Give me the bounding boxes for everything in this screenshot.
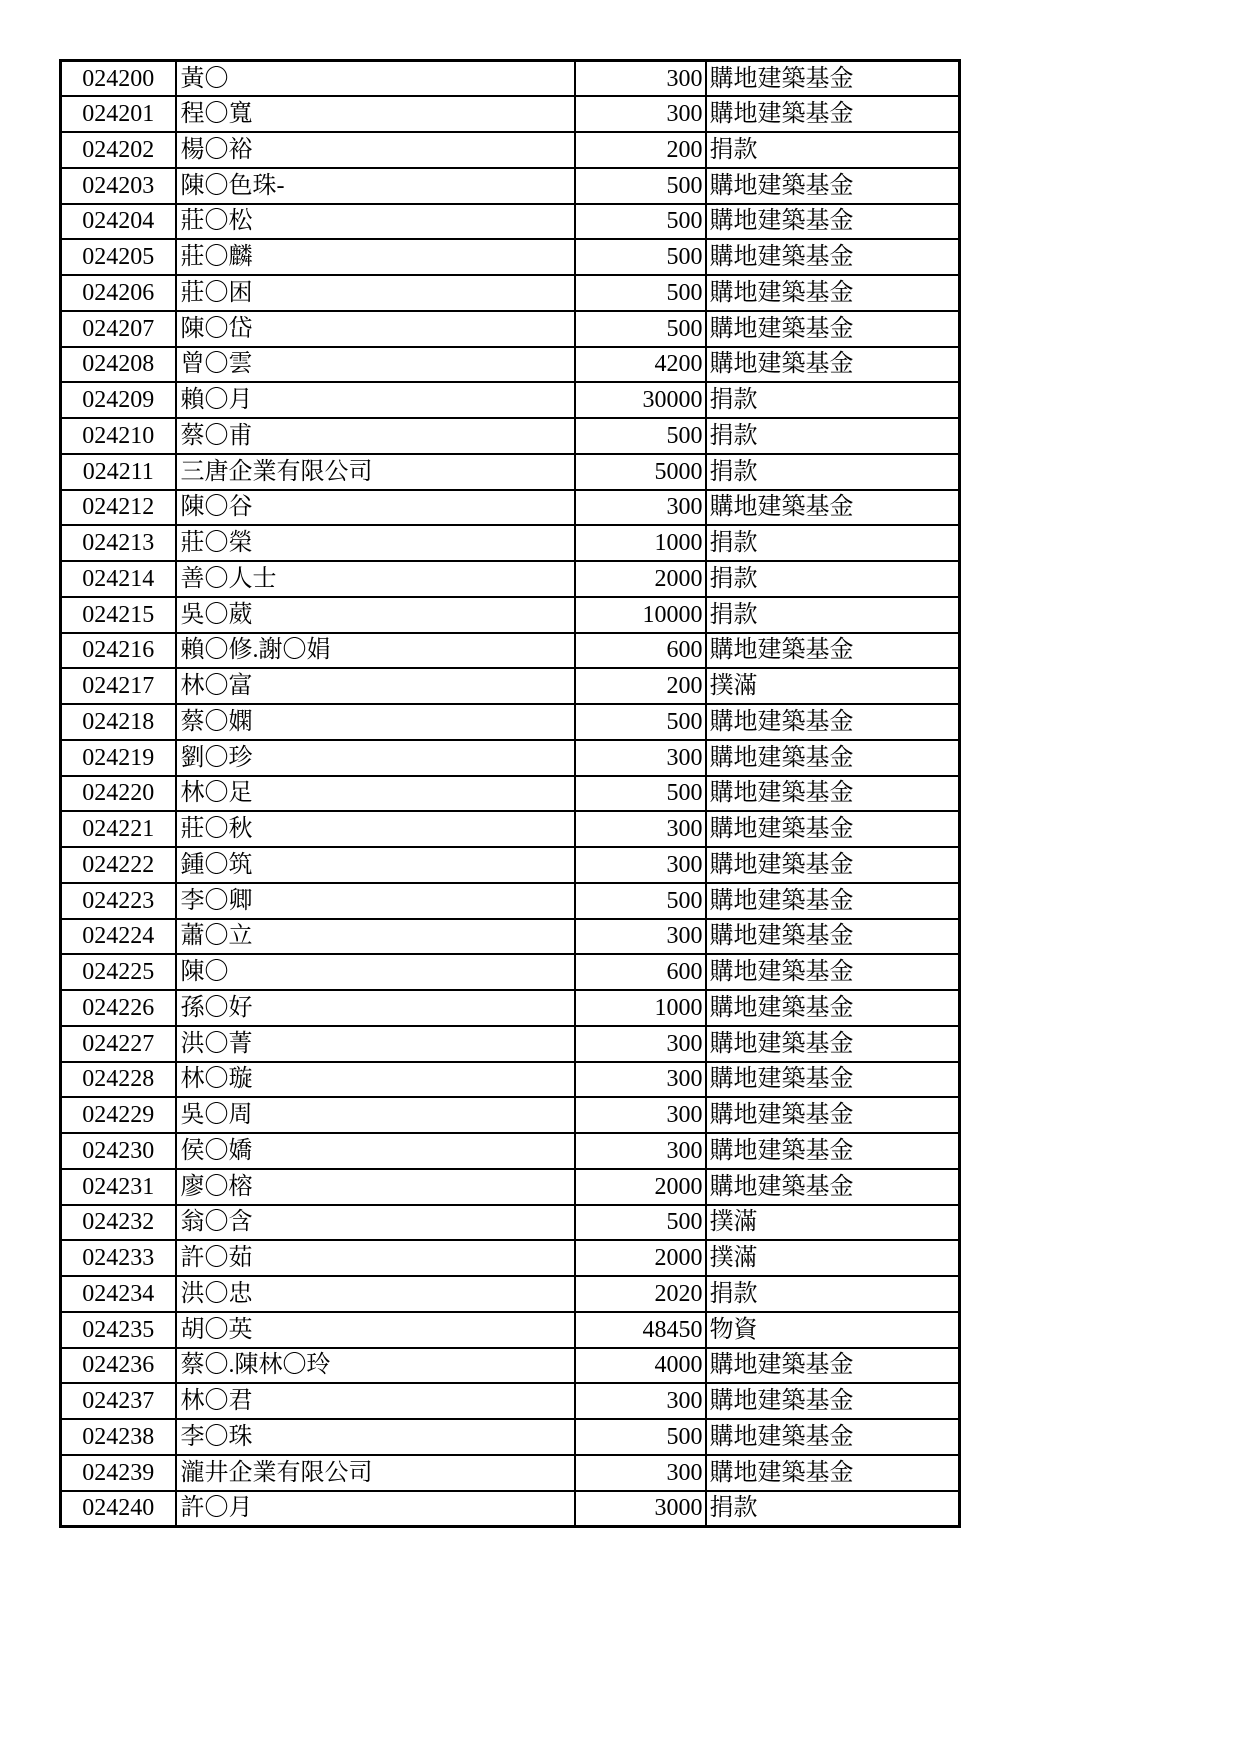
table-row bbox=[61, 168, 960, 204]
receipt-number-cell: 024225 bbox=[61, 954, 176, 990]
amount-cell: 500 bbox=[575, 275, 706, 311]
donor-name-cell: 瀧井企業有限公司 bbox=[176, 1455, 575, 1491]
donation-type-cell: 購地建築基金 bbox=[706, 311, 960, 347]
donor-name-cell: 陳〇岱 bbox=[176, 311, 575, 347]
amount-cell: 600 bbox=[575, 954, 706, 990]
receipt-number-cell: 024214 bbox=[61, 561, 176, 597]
receipt-number-cell: 024240 bbox=[61, 1491, 176, 1527]
table-row bbox=[61, 1062, 960, 1098]
amount-cell: 500 bbox=[575, 704, 706, 740]
table-row bbox=[61, 1491, 960, 1527]
amount-cell: 300 bbox=[575, 1383, 706, 1419]
donation-type-cell: 購地建築基金 bbox=[706, 1455, 960, 1491]
receipt-number-cell: 024206 bbox=[61, 275, 176, 311]
donation-type-cell: 捐款 bbox=[706, 132, 960, 168]
amount-cell: 5000 bbox=[575, 454, 706, 490]
table-row bbox=[61, 990, 960, 1026]
donation-type-cell: 購地建築基金 bbox=[706, 704, 960, 740]
table-row bbox=[61, 1097, 960, 1133]
donor-name-cell: 蔡〇.陳林〇玲 bbox=[176, 1348, 575, 1384]
table-row bbox=[61, 204, 960, 240]
amount-cell: 300 bbox=[575, 740, 706, 776]
receipt-number-cell: 024213 bbox=[61, 525, 176, 561]
table-row bbox=[61, 740, 960, 776]
table-body bbox=[61, 61, 960, 1527]
receipt-number-cell: 024234 bbox=[61, 1276, 176, 1312]
amount-cell: 500 bbox=[575, 1205, 706, 1241]
table-row bbox=[61, 382, 960, 418]
amount-cell: 2020 bbox=[575, 1276, 706, 1312]
donation-type-cell: 捐款 bbox=[706, 454, 960, 490]
donor-name-cell: 蔡〇嫻 bbox=[176, 704, 575, 740]
donation-type-cell: 購地建築基金 bbox=[706, 168, 960, 204]
donation-type-cell: 購地建築基金 bbox=[706, 1348, 960, 1384]
amount-cell: 4000 bbox=[575, 1348, 706, 1384]
donor-name-cell: 莊〇困 bbox=[176, 275, 575, 311]
table-row bbox=[61, 668, 960, 704]
donation-type-cell: 購地建築基金 bbox=[706, 990, 960, 1026]
donor-name-cell: 侯〇嬌 bbox=[176, 1133, 575, 1169]
donation-type-cell: 購地建築基金 bbox=[706, 1133, 960, 1169]
table-row bbox=[61, 1276, 960, 1312]
donation-type-cell: 購地建築基金 bbox=[706, 96, 960, 132]
donation-type-cell: 購地建築基金 bbox=[706, 883, 960, 919]
receipt-number-cell: 024202 bbox=[61, 132, 176, 168]
receipt-number-cell: 024221 bbox=[61, 811, 176, 847]
table-row bbox=[61, 525, 960, 561]
donor-name-cell: 林〇富 bbox=[176, 668, 575, 704]
donation-type-cell: 購地建築基金 bbox=[706, 347, 960, 383]
table-row bbox=[61, 1026, 960, 1062]
donation-type-cell: 購地建築基金 bbox=[706, 811, 960, 847]
receipt-number-cell: 024226 bbox=[61, 990, 176, 1026]
table-row bbox=[61, 239, 960, 275]
table-row bbox=[61, 883, 960, 919]
receipt-number-cell: 024218 bbox=[61, 704, 176, 740]
donor-name-cell: 莊〇松 bbox=[176, 204, 575, 240]
donor-name-cell: 莊〇秋 bbox=[176, 811, 575, 847]
donation-type-cell: 捐款 bbox=[706, 418, 960, 454]
donor-name-cell: 洪〇菁 bbox=[176, 1026, 575, 1062]
receipt-number-cell: 024201 bbox=[61, 96, 176, 132]
amount-cell: 500 bbox=[575, 311, 706, 347]
amount-cell: 300 bbox=[575, 1026, 706, 1062]
receipt-number-cell: 024230 bbox=[61, 1133, 176, 1169]
amount-cell: 2000 bbox=[575, 561, 706, 597]
amount-cell: 30000 bbox=[575, 382, 706, 418]
table-row bbox=[61, 454, 960, 490]
donor-name-cell: 蔡〇甫 bbox=[176, 418, 575, 454]
receipt-number-cell: 024238 bbox=[61, 1419, 176, 1455]
table-row bbox=[61, 1240, 960, 1276]
receipt-number-cell: 024222 bbox=[61, 847, 176, 883]
amount-cell: 1000 bbox=[575, 990, 706, 1026]
donor-name-cell: 陳〇色珠- bbox=[176, 168, 575, 204]
amount-cell: 300 bbox=[575, 490, 706, 526]
receipt-number-cell: 024204 bbox=[61, 204, 176, 240]
donation-type-cell: 購地建築基金 bbox=[706, 61, 960, 97]
donor-name-cell: 黃〇 bbox=[176, 61, 575, 97]
receipt-number-cell: 024235 bbox=[61, 1312, 176, 1348]
donor-name-cell: 翁〇含 bbox=[176, 1205, 575, 1241]
receipt-number-cell: 024239 bbox=[61, 1455, 176, 1491]
table-row bbox=[61, 61, 960, 97]
table-row bbox=[61, 311, 960, 347]
receipt-number-cell: 024215 bbox=[61, 597, 176, 633]
donation-type-cell: 撲滿 bbox=[706, 1205, 960, 1241]
donation-type-cell: 購地建築基金 bbox=[706, 275, 960, 311]
donation-type-cell: 購地建築基金 bbox=[706, 740, 960, 776]
amount-cell: 500 bbox=[575, 883, 706, 919]
donor-name-cell: 莊〇麟 bbox=[176, 239, 575, 275]
amount-cell: 2000 bbox=[575, 1240, 706, 1276]
receipt-number-cell: 024216 bbox=[61, 633, 176, 669]
donor-name-cell: 劉〇珍 bbox=[176, 740, 575, 776]
donation-type-cell: 購地建築基金 bbox=[706, 1383, 960, 1419]
amount-cell: 200 bbox=[575, 132, 706, 168]
donor-name-cell: 洪〇忠 bbox=[176, 1276, 575, 1312]
amount-cell: 500 bbox=[575, 418, 706, 454]
receipt-number-cell: 024220 bbox=[61, 776, 176, 812]
amount-cell: 300 bbox=[575, 919, 706, 955]
receipt-number-cell: 024211 bbox=[61, 454, 176, 490]
table-row bbox=[61, 919, 960, 955]
table-row bbox=[61, 847, 960, 883]
table-row bbox=[61, 275, 960, 311]
donation-type-cell: 購地建築基金 bbox=[706, 1169, 960, 1205]
donation-type-cell: 購地建築基金 bbox=[706, 1062, 960, 1098]
donor-name-cell: 李〇珠 bbox=[176, 1419, 575, 1455]
table-row bbox=[61, 561, 960, 597]
donation-type-cell: 購地建築基金 bbox=[706, 776, 960, 812]
receipt-number-cell: 024236 bbox=[61, 1348, 176, 1384]
donor-name-cell: 莊〇榮 bbox=[176, 525, 575, 561]
donor-name-cell: 林〇璇 bbox=[176, 1062, 575, 1098]
donor-name-cell: 鍾〇筑 bbox=[176, 847, 575, 883]
table-row bbox=[61, 490, 960, 526]
donation-table bbox=[59, 59, 961, 1528]
amount-cell: 300 bbox=[575, 1455, 706, 1491]
receipt-number-cell: 024224 bbox=[61, 919, 176, 955]
donation-type-cell: 購地建築基金 bbox=[706, 954, 960, 990]
amount-cell: 4200 bbox=[575, 347, 706, 383]
amount-cell: 600 bbox=[575, 633, 706, 669]
receipt-number-cell: 024212 bbox=[61, 490, 176, 526]
donor-name-cell: 善〇人士 bbox=[176, 561, 575, 597]
donor-name-cell: 林〇君 bbox=[176, 1383, 575, 1419]
table-row bbox=[61, 1348, 960, 1384]
donation-type-cell: 購地建築基金 bbox=[706, 1097, 960, 1133]
donor-name-cell: 李〇卿 bbox=[176, 883, 575, 919]
donor-name-cell: 楊〇裕 bbox=[176, 132, 575, 168]
receipt-number-cell: 024207 bbox=[61, 311, 176, 347]
amount-cell: 300 bbox=[575, 96, 706, 132]
amount-cell: 300 bbox=[575, 1062, 706, 1098]
donation-type-cell: 撲滿 bbox=[706, 1240, 960, 1276]
table-row bbox=[61, 811, 960, 847]
amount-cell: 500 bbox=[575, 168, 706, 204]
table-row bbox=[61, 1169, 960, 1205]
donation-type-cell: 購地建築基金 bbox=[706, 1419, 960, 1455]
donation-type-cell: 購地建築基金 bbox=[706, 919, 960, 955]
receipt-number-cell: 024229 bbox=[61, 1097, 176, 1133]
table-row bbox=[61, 347, 960, 383]
donation-type-cell: 購地建築基金 bbox=[706, 847, 960, 883]
amount-cell: 500 bbox=[575, 239, 706, 275]
donation-type-cell: 購地建築基金 bbox=[706, 633, 960, 669]
donor-name-cell: 曾〇雲 bbox=[176, 347, 575, 383]
receipt-number-cell: 024227 bbox=[61, 1026, 176, 1062]
amount-cell: 300 bbox=[575, 811, 706, 847]
donation-type-cell: 購地建築基金 bbox=[706, 204, 960, 240]
receipt-number-cell: 024231 bbox=[61, 1169, 176, 1205]
amount-cell: 300 bbox=[575, 61, 706, 97]
receipt-number-cell: 024233 bbox=[61, 1240, 176, 1276]
donor-name-cell: 林〇足 bbox=[176, 776, 575, 812]
donation-type-cell: 捐款 bbox=[706, 561, 960, 597]
table-row bbox=[61, 776, 960, 812]
amount-cell: 1000 bbox=[575, 525, 706, 561]
donation-type-cell: 捐款 bbox=[706, 1276, 960, 1312]
amount-cell: 2000 bbox=[575, 1169, 706, 1205]
receipt-number-cell: 024223 bbox=[61, 883, 176, 919]
amount-cell: 500 bbox=[575, 204, 706, 240]
table-row bbox=[61, 954, 960, 990]
receipt-number-cell: 024205 bbox=[61, 239, 176, 275]
table-row bbox=[61, 704, 960, 740]
donation-type-cell: 購地建築基金 bbox=[706, 239, 960, 275]
amount-cell: 200 bbox=[575, 668, 706, 704]
donor-name-cell: 孫〇好 bbox=[176, 990, 575, 1026]
donor-name-cell: 蕭〇立 bbox=[176, 919, 575, 955]
amount-cell: 300 bbox=[575, 847, 706, 883]
receipt-number-cell: 024210 bbox=[61, 418, 176, 454]
receipt-number-cell: 024219 bbox=[61, 740, 176, 776]
table-row bbox=[61, 1205, 960, 1241]
receipt-number-cell: 024200 bbox=[61, 61, 176, 97]
receipt-number-cell: 024209 bbox=[61, 382, 176, 418]
receipt-number-cell: 024232 bbox=[61, 1205, 176, 1241]
donation-type-cell: 撲滿 bbox=[706, 668, 960, 704]
table-row bbox=[61, 1383, 960, 1419]
donor-name-cell: 賴〇修.謝〇娟 bbox=[176, 633, 575, 669]
receipt-number-cell: 024217 bbox=[61, 668, 176, 704]
table-row bbox=[61, 1419, 960, 1455]
table-row bbox=[61, 1312, 960, 1348]
amount-cell: 48450 bbox=[575, 1312, 706, 1348]
table-row bbox=[61, 597, 960, 633]
donation-type-cell: 購地建築基金 bbox=[706, 490, 960, 526]
donor-name-cell: 許〇月 bbox=[176, 1491, 575, 1527]
donor-name-cell: 廖〇榕 bbox=[176, 1169, 575, 1205]
donor-name-cell: 程〇寬 bbox=[176, 96, 575, 132]
table-row bbox=[61, 1455, 960, 1491]
donor-name-cell: 陳〇谷 bbox=[176, 490, 575, 526]
amount-cell: 3000 bbox=[575, 1491, 706, 1527]
table-row bbox=[61, 1133, 960, 1169]
donation-type-cell: 捐款 bbox=[706, 597, 960, 633]
donor-name-cell: 賴〇月 bbox=[176, 382, 575, 418]
donation-type-cell: 捐款 bbox=[706, 1491, 960, 1527]
receipt-number-cell: 024237 bbox=[61, 1383, 176, 1419]
donation-type-cell: 物資 bbox=[706, 1312, 960, 1348]
donor-name-cell: 三唐企業有限公司 bbox=[176, 454, 575, 490]
donation-type-cell: 捐款 bbox=[706, 382, 960, 418]
donor-name-cell: 陳〇 bbox=[176, 954, 575, 990]
donation-type-cell: 購地建築基金 bbox=[706, 1026, 960, 1062]
receipt-number-cell: 024208 bbox=[61, 347, 176, 383]
donor-name-cell: 吳〇周 bbox=[176, 1097, 575, 1133]
amount-cell: 500 bbox=[575, 776, 706, 812]
donor-name-cell: 吳〇葳 bbox=[176, 597, 575, 633]
amount-cell: 300 bbox=[575, 1097, 706, 1133]
table-row bbox=[61, 132, 960, 168]
donor-name-cell: 胡〇英 bbox=[176, 1312, 575, 1348]
table-row bbox=[61, 418, 960, 454]
donor-name-cell: 許〇茹 bbox=[176, 1240, 575, 1276]
receipt-number-cell: 024203 bbox=[61, 168, 176, 204]
receipt-number-cell: 024228 bbox=[61, 1062, 176, 1098]
table-row bbox=[61, 96, 960, 132]
amount-cell: 300 bbox=[575, 1133, 706, 1169]
donation-type-cell: 捐款 bbox=[706, 525, 960, 561]
table-row bbox=[61, 633, 960, 669]
amount-cell: 10000 bbox=[575, 597, 706, 633]
amount-cell: 500 bbox=[575, 1419, 706, 1455]
